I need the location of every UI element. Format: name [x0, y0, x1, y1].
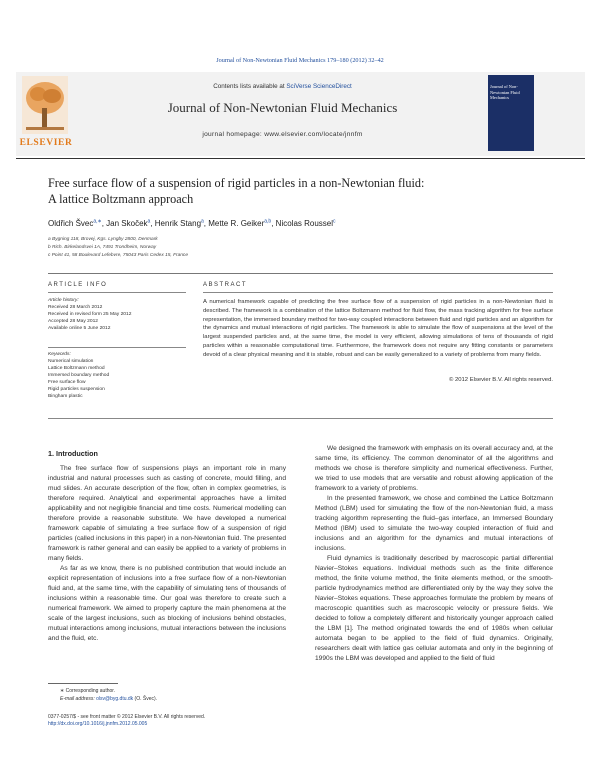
author-list — [48, 218, 588, 228]
body-column-right — [315, 444, 553, 664]
elsevier-wordmark: ELSEVIER — [19, 138, 73, 148]
history-item: Received in revised form 25 May 2012 — [48, 312, 132, 317]
homepage-prefix: journal homepage: — [202, 131, 265, 138]
abstract-heading: ABSTRACT — [203, 282, 248, 288]
keywords-label: Keywords: — [48, 352, 71, 357]
contents-prefix: Contents lists available at — [213, 83, 287, 90]
history-item: Received 28 March 2012 — [48, 305, 103, 310]
affiliation: b Rich. Birkelandsvei 1A, 7491 Trondheim, Norway — [48, 245, 157, 250]
corresponding-author-note: ∗ Corresponding author. — [60, 688, 116, 694]
title-line-1: Free surface flow of a suspension of rigid particles in a non-Newtonian fluid: — [48, 176, 425, 190]
issn-line: 0377-0257/$ - see front matter © 2012 Elsevier B.V. All rights reserved. — [48, 714, 206, 720]
keyword: Rigid particles suspension — [48, 387, 105, 392]
paragraph: In the presented framework, we chose and combined the Lattice Boltzmann Method (LBM) used for simulating the flow of the non-Newtonian fluid, a mass tracking algorithm representing the fluid–gas interface, an Immersed Boundary Method (IBM) used to simulate the two-way coupled interaction of fluid and inclusions and an algorithm for the dynamics and mutual interactions of inclusions. — [315, 495, 553, 552]
journal-homepage-line — [80, 131, 485, 138]
divider — [203, 292, 553, 293]
paragraph: We designed the framework with emphasis on its overall accuracy and, at the same time, its efficiency. The common denominator of all the algorithms and methods we chose is therefore simplicity and numerical effectiveness. Further, we tried to use models that are versatile and robust allowing application of the framework to a variety of problems. — [315, 445, 553, 492]
affiliation: a Bygning 118, Brovej, Kgs. Lyngby 2800, Denmark — [48, 237, 158, 242]
abstract-copyright: © 2012 Elsevier B.V. All rights reserved. — [449, 377, 553, 383]
keyword: Free surface flow — [48, 380, 86, 385]
title-line-2: A lattice Boltzmann approach — [48, 192, 194, 206]
affiliation: c Point 41, 58 Boulevard Lefebvre, 75043 Paris Cedex 15, France — [48, 253, 188, 258]
paragraph: Fluid dynamics is traditionally described by macroscopic partial differential Navier–Stokes equations. Individual methods such as the finite difference method, the finite volume method, the finite elements method, or the smooth-particle hydrodynamics method are differentiated only by the way they solve the Navier–Stokes equations. These approaches formulate the problem by means of macroscopic quantities such as macroscopic velocity or pressure fields. We decided to follow a completely different and historically younger approach called the LBM [1]. The method originated towards the end of 1980s when cellular automata began to be applied to the field of fluid dynamics. Originally, researchers dealt with lattice gas cellular automata and only in the beginning of 1990s the LBM was developed and applied to the field of fluid — [315, 555, 553, 662]
article-title — [48, 175, 548, 207]
history-item: Available online 5 June 2012 — [48, 326, 111, 331]
author: Oldřich Švec$^{a,∗}$, — [48, 218, 107, 228]
body-column-left — [48, 464, 286, 644]
article-info-heading: ARTICLE INFO — [48, 282, 108, 288]
cover-title: Journal of Non-Newtonian Fluid Mechanics — [490, 84, 520, 101]
divider — [48, 273, 553, 274]
paragraph: As far as we know, there is no published contribution that would include an explicit representation of inclusions into a free surface flow of a non-Newtonian fluid and, at the same time, with the capability of simulating tens of thousands of inclusions within a reasonable time. Our goal was therefore to create such a numerical framework. We aimed to properly capture the main phenomena at the scale of the largest inclusions, such as blocking of inclusions behind obstacles, mutual interactions among inclusions, mutual interactions between the inclusions and the fluid, etc. — [48, 565, 286, 642]
keyword: Immersed boundary method — [48, 373, 110, 378]
history-item: Accepted 28 May 2012 — [48, 319, 99, 324]
author: Nicolas Roussel$^c$ — [275, 218, 336, 228]
header-divider — [16, 158, 585, 159]
divider — [48, 292, 186, 293]
journal-reference[interactable]: Journal of Non-Newtonian Fluid Mechanics 179–180 (2012) 32–42 — [216, 57, 384, 64]
journal-title: Journal of Non-Newtonian Fluid Mechanics — [167, 100, 398, 115]
divider — [48, 347, 186, 348]
email-line — [60, 696, 157, 702]
keyword: Lattice Boltzmann method — [48, 366, 105, 371]
history-label: Article history: — [48, 298, 79, 303]
email-owner: (O. Švec). — [133, 696, 158, 702]
sciencedirect-link[interactable]: SciVerse ScienceDirect — [286, 83, 352, 90]
author: Jan Skoček$^a$, — [106, 218, 155, 228]
paragraph: The free surface flow of suspensions plays an important role in many industrial and natural processes such as casting of concrete, mould filling, and mud slides. An accurate description of the flow, often in complex geometries, is therefore required. Analytical and experimental approaches have a limited applicability and not negligible financial and time costs. Numerical modelling can therefore provide a reasonable substitute. We have developed a numerical framework capable of simulating a free surface flow of a suspension of rigid particles (called inclusions in this paper) in a non-Newtonian fluid. The presented framework is rather general and can easily be applied to a variety of problems in many fields. — [48, 465, 286, 562]
footnote-divider — [48, 683, 118, 684]
doi-link[interactable]: http://dx.doi.org/10.1016/j.jnnfm.2012.05.005 — [48, 721, 148, 727]
contents-available-line — [80, 83, 485, 90]
email-label: E-mail address: — [60, 696, 97, 702]
keyword: Bingham plastic — [48, 394, 83, 399]
abstract-text: A numerical framework capable of predicting the free surface flow of a suspension of rigid particles in a non-Newtonian fluid is described. The framework is a combination of the lattice Boltzmann method for fluid flow, the mass tracking algorithm for free surface representation, the immersed boundary method for two-way coupled interactions between fluid and rigid particles and an algorithm for the dynamics and mutual interactions of rigid particles. The framework is able to simulate the flow of suspensions at the level of the largest suspended particles and, at the same time, the model is very efficient, allowing simulations of tens of thousands of rigid particles within a reasonable computational time. Furthermore, the framework does not require any fitting constants or parameters devoid of a clear physical meaning and it is stable, robust and can be easily generalized to a variety of problems from many fields. — [203, 299, 553, 358]
homepage-link[interactable]: www.elsevier.com/locate/jnnfm — [264, 131, 363, 138]
author: Mette R. Geiker$^{a,b}$, — [208, 218, 276, 228]
divider — [48, 418, 553, 419]
keyword: Numerical simulation — [48, 359, 94, 364]
email-link[interactable]: olsv@byg.dtu.dk — [96, 696, 134, 702]
author: Henrik Stang$^a$, — [154, 218, 209, 228]
section-heading: 1. Introduction — [48, 449, 98, 458]
